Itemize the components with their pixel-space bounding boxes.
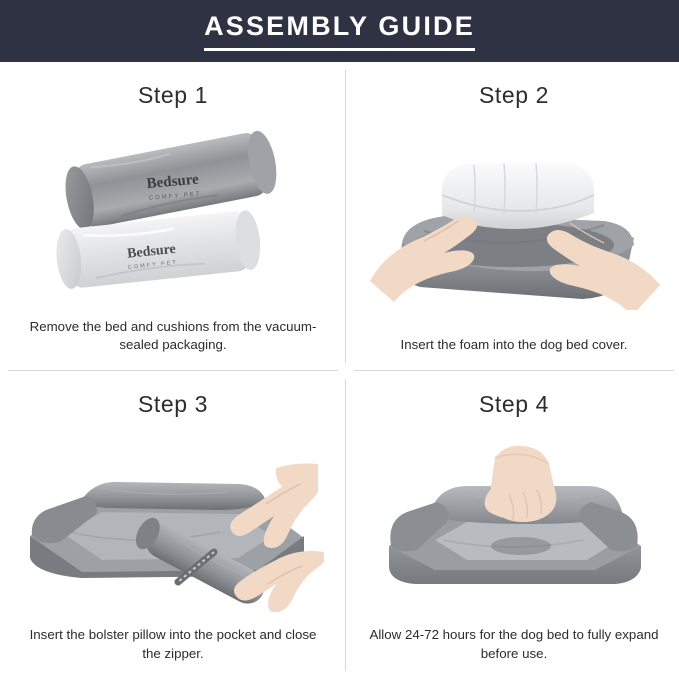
svg-text:COMFY PET: COMFY PET: [148, 191, 202, 202]
step-title-2: Step 2: [478, 82, 550, 108]
step-illustration-1: [18, 113, 328, 314]
svg-text:Bedsure: Bedsure: [145, 171, 200, 192]
vacuum-sealed-rolls-illustration: [23, 126, 323, 301]
svg-text:Bedsure: Bedsure: [126, 241, 177, 262]
step-card-2: [346, 62, 679, 371]
step-caption-2: Insert the foam into the dog bed cover.: [400, 337, 628, 353]
page-title: ASSEMBLY GUIDE: [204, 11, 475, 50]
step-title-4: Step 4: [478, 390, 550, 417]
step-caption-3: Insert the bolster pillow into the pocket and close the zipper.: [29, 627, 317, 661]
steps-grid: [0, 62, 679, 679]
step-illustration-2: [364, 113, 664, 332]
hands-inserting-foam-illustration: [364, 135, 664, 310]
step-card-3: [0, 371, 346, 679]
hands-zipping-bolster-pillow-illustration: [18, 432, 328, 612]
page-header: [0, 0, 679, 62]
step-caption-1: Remove the bed and cushions from the vacuum-sealed packaging.: [29, 318, 317, 353]
step-illustration-3: [18, 422, 328, 623]
step-caption-4: Allow 24-72 hours for the dog bed to fully expand before use.: [369, 627, 659, 661]
step-card-4: [346, 371, 679, 679]
hand-pressing-expanded-bed-illustration: [369, 434, 659, 609]
step-illustration-4: [364, 422, 664, 623]
step-card-1: [0, 62, 346, 371]
step-title-1: Step 1: [137, 82, 209, 108]
step-title-3: Step 3: [137, 390, 209, 417]
svg-text:COMFY PET: COMFY PET: [127, 259, 179, 271]
